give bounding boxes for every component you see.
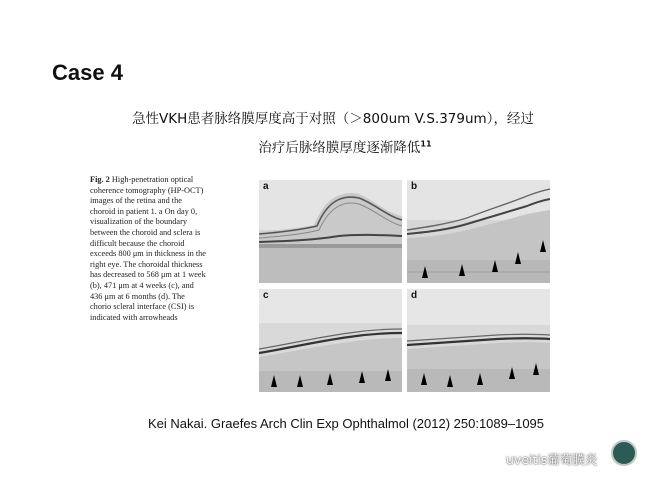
panel-label-c: c — [263, 290, 269, 301]
watermark-text: uveitis葡萄膜炎 — [506, 452, 598, 467]
wechat-icon — [484, 452, 502, 466]
oct-panel-d — [407, 289, 550, 392]
oct-scan-image — [407, 289, 550, 392]
oct-scan-image — [259, 180, 402, 283]
oct-panel-c — [259, 289, 402, 392]
watermark — [484, 448, 597, 470]
panel-label-d: d — [411, 290, 418, 301]
headline-line-1 — [8, 107, 650, 127]
headline-line-2 — [20, 136, 650, 156]
oct-panel-a — [259, 180, 402, 283]
panel-label-b: b — [411, 181, 418, 192]
oct-scan-image — [259, 289, 402, 392]
headline-text-2: 治疗后脉络膜厚度逐渐降低 — [258, 140, 421, 156]
panel-label-a: a — [263, 181, 269, 192]
citation: Kei Nakai. Graefes Arch Clin Exp Ophthalmol (2012) 250:1089–1095 — [148, 416, 545, 431]
headline-text-1: 急性VKH患者脉络膜厚度高于对照（＞800um V.S.379um），经过 — [132, 111, 534, 127]
oct-scan-image — [407, 180, 550, 283]
case-title: Case 4 — [52, 60, 123, 85]
reference-number: 11 — [420, 139, 432, 149]
figure-caption-text: High-penetration optical coherence tomography (HP-OCT) images of the retina and the choroid in patient 1. a On day 0, visualization of the boundary between the choroid and sclera is difficult because the choroid exceeds 800 μm in thickness in the right eye. The choroidal thickness has decreased to 568 μm at 1 week (b), 471 μm at 4 weeks (c), and 436 μm at 6 months (d). The chorio scleral interface (CSI) is indicated with arrowheads — [90, 175, 206, 322]
figure-caption-label: Fig. 2 — [90, 175, 110, 184]
oct-panel-b — [407, 180, 550, 283]
uveitis-logo — [611, 440, 637, 466]
figure-caption — [90, 175, 208, 323]
